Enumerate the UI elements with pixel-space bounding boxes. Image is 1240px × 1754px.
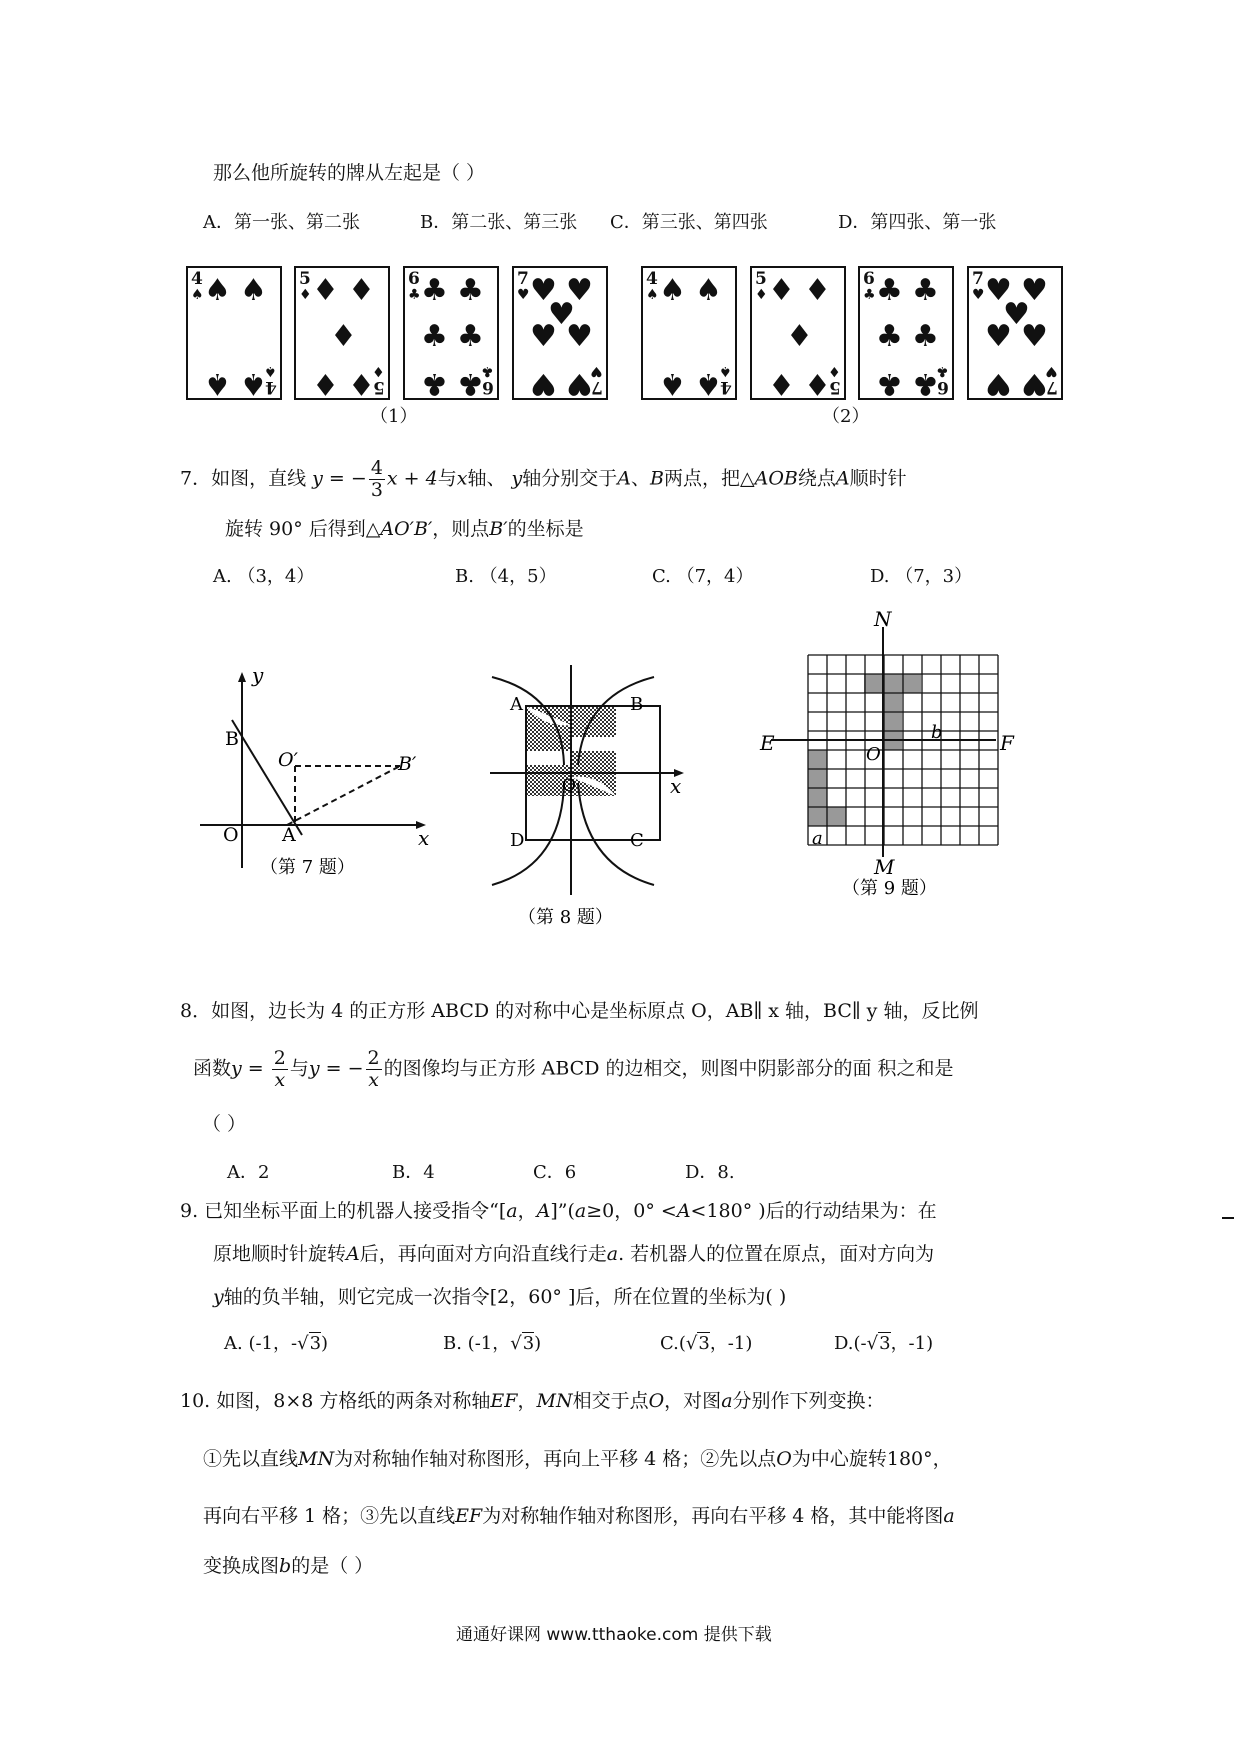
q9-choice-d: D.(-√3，-1) bbox=[834, 1333, 934, 1354]
card-group-label-1: （1） bbox=[370, 406, 418, 427]
card-corner-rank: 4 bbox=[646, 269, 658, 289]
card-corner-suit: ♠ bbox=[646, 287, 659, 303]
card-pip: ♥ bbox=[566, 319, 593, 354]
card-pip: ♥ bbox=[530, 273, 557, 308]
card-pip: ♥ bbox=[985, 273, 1012, 308]
card-corner-rank-inverted: 6 bbox=[937, 377, 949, 397]
card-corner-suit: ♣ bbox=[408, 287, 421, 303]
fig9-label-b: b bbox=[931, 722, 943, 743]
fig9-label-a: a bbox=[812, 828, 823, 849]
card-corner-rank: 7 bbox=[517, 269, 529, 289]
card-pip: ♥ bbox=[1021, 366, 1048, 401]
fraction-2-x: $\frac{2}{x}$ bbox=[273, 1047, 286, 1091]
card-corner-rank-inverted: 6 bbox=[482, 377, 494, 397]
card-pip: ♦ bbox=[348, 366, 375, 401]
fig9-label-M: M bbox=[874, 855, 895, 879]
card-group-label-2: （2） bbox=[822, 406, 870, 427]
q8-choice-a: A．2 bbox=[227, 1162, 270, 1183]
q9-stem-line1: 9. 已知坐标平面上的机器人接受指令“[a，A]”(a≥0，0° <A<180° )后的行动结果为：在 bbox=[180, 1200, 937, 1222]
fig8-label-B: B bbox=[630, 694, 644, 715]
card-pip: ♥ bbox=[530, 319, 557, 354]
card-corner-rank-inverted: 4 bbox=[265, 377, 277, 397]
q8-choice-c: C．6 bbox=[533, 1162, 577, 1183]
fig7-label-y: y bbox=[252, 663, 264, 687]
card-corner-suit-inverted: ♥ bbox=[590, 363, 603, 379]
q9-stem-line2: 原地顺时针旋转A后，再向面对方向沿直线行走a. 若机器人的位置在原点，面对方向为 bbox=[213, 1243, 935, 1265]
q9-choice-b: B. (-1，√3) bbox=[443, 1333, 542, 1354]
card-pip: ♠ bbox=[659, 273, 686, 308]
card-pip: ♣ bbox=[912, 273, 939, 308]
q7-choice-c: C. （7，4） bbox=[652, 566, 754, 587]
card-pip: ♠ bbox=[695, 273, 722, 308]
card-pip: ♦ bbox=[312, 366, 339, 401]
page-footer: 通通好课网 www.tthaoke.com 提供下载 bbox=[456, 1625, 772, 1645]
card-corner-rank: 5 bbox=[299, 269, 311, 289]
card-pip: ♠ bbox=[204, 273, 231, 308]
q8-stem-line1: 8．如图，边长为 4 的正方形 ABCD 的对称中心是坐标原点 O，AB∥ x 轴，BC∥ y 轴，反比例 bbox=[180, 1000, 979, 1022]
card-corner-suit: ♣ bbox=[863, 287, 876, 303]
fig7-label-Bp: B′ bbox=[398, 753, 417, 775]
card-pip: ♦ bbox=[312, 273, 339, 308]
q6-stem-tail: 那么他所旋转的牌从左起是（ ） bbox=[213, 162, 486, 184]
card-pip: ♦ bbox=[768, 366, 795, 401]
card-pip: ♠ bbox=[659, 366, 686, 401]
fig7-label-B: B bbox=[225, 728, 239, 750]
card-pip: ♠ bbox=[240, 273, 267, 308]
playing-card bbox=[967, 266, 1063, 400]
figure-9 bbox=[756, 607, 1016, 902]
fig8-label-x: x bbox=[670, 774, 682, 798]
card-corner-rank-inverted: 5 bbox=[829, 377, 841, 397]
card-corner-rank: 6 bbox=[408, 269, 420, 289]
card-pip: ♥ bbox=[985, 319, 1012, 354]
card-corner-rank: 4 bbox=[191, 269, 203, 289]
card-corner-suit: ♥ bbox=[517, 287, 530, 303]
card-pip: ♦ bbox=[804, 366, 831, 401]
playing-card bbox=[186, 266, 282, 400]
q7-stem-line1: 7．如图，直线 y = − $\frac{4}{3}$ x + 4与x轴、 y轴分别交于A、B两点，把△AOB绕点A顺时针 bbox=[180, 457, 907, 501]
card-corner-suit-inverted: ♦ bbox=[372, 363, 385, 379]
q8-stem-line2: 函数y = $\frac{2}{x}$ 与y = − $\frac{2}{x}$ 的图像均与正方形 ABCD 的边相交，则图中阴影部分的面 积之和是 bbox=[193, 1047, 954, 1091]
fig9-caption: （第 9 题） bbox=[842, 878, 937, 899]
fig7-label-x: x bbox=[418, 826, 430, 850]
card-pip: ♣ bbox=[876, 319, 903, 354]
card-corner-suit-inverted: ♣ bbox=[481, 363, 494, 379]
fig9-label-F: F bbox=[1000, 731, 1014, 755]
card-corner-suit-inverted: ♥ bbox=[1045, 363, 1058, 379]
card-pip: ♥ bbox=[1021, 319, 1048, 354]
fig8-caption: （第 8 题） bbox=[518, 907, 613, 928]
fig7-caption: （第 7 题） bbox=[260, 857, 355, 878]
card-corner-suit-inverted: ♠ bbox=[264, 363, 277, 379]
fig9-label-N: N bbox=[874, 607, 892, 631]
figure-7 bbox=[190, 660, 450, 890]
q10-stem-line4: 变换成图b的是（ ） bbox=[203, 1555, 374, 1577]
fig7-label-O: O bbox=[223, 824, 239, 846]
q8-choice-d: D．8. bbox=[685, 1162, 735, 1183]
card-pip: ♣ bbox=[421, 273, 448, 308]
q6-choice-b: B．第二张、第三张 bbox=[420, 212, 578, 233]
card-corner-suit: ♦ bbox=[299, 287, 312, 303]
card-corner-suit-inverted: ♠ bbox=[719, 363, 732, 379]
fig9-label-E: E bbox=[760, 731, 775, 755]
fraction-neg-2-x: $\frac{2}{x}$ bbox=[367, 1047, 380, 1091]
q9-stem-line3: y轴的负半轴，则它完成一次指令[2，60° ]后，所在位置的坐标为( ) bbox=[213, 1286, 787, 1308]
card-corner-suit: ♠ bbox=[191, 287, 204, 303]
card-pip: ♣ bbox=[876, 273, 903, 308]
playing-card bbox=[403, 266, 499, 400]
fraction-4-3: $\frac{4}{3}$ bbox=[370, 457, 383, 501]
q9-choice-c: C.(√3，-1) bbox=[660, 1333, 753, 1354]
q9-choice-a: A. (-1，-√3) bbox=[224, 1333, 329, 1354]
q7-choice-d: D. （7，3） bbox=[870, 566, 973, 587]
card-pip: ♠ bbox=[695, 366, 722, 401]
q10-stem-line3: 再向右平移 1 格；③先以直线EF为对称轴作轴对称图形，再向右平移 4 格，其中能将图a bbox=[203, 1505, 955, 1527]
card-pip: ♣ bbox=[421, 366, 448, 401]
q10-stem-line2: ①先以直线MN为对称轴作轴对称图形，再向上平移 4 格；②先以点O为中心旋转180°， bbox=[203, 1448, 952, 1470]
q10-stem-line1: 10. 如图，8×8 方格纸的两条对称轴EF，MN相交于点O，对图a分别作下列变换： bbox=[180, 1390, 885, 1412]
card-corner-rank-inverted: 7 bbox=[591, 377, 603, 397]
fig8-label-D: D bbox=[510, 830, 525, 851]
playing-card bbox=[750, 266, 846, 400]
card-corner-suit-inverted: ♣ bbox=[936, 363, 949, 379]
card-pip: ♠ bbox=[204, 366, 231, 401]
fig7-label-A: A bbox=[282, 824, 296, 846]
card-pip: ♦ bbox=[768, 273, 795, 308]
card-pip: ♣ bbox=[912, 319, 939, 354]
fig8-label-O: O bbox=[562, 776, 576, 796]
q6-choice-d: D．第四张、第一张 bbox=[838, 212, 997, 233]
playing-card bbox=[294, 266, 390, 400]
card-pip: ♦ bbox=[330, 319, 357, 354]
card-pip: ♣ bbox=[457, 366, 484, 401]
card-corner-rank: 7 bbox=[972, 269, 984, 289]
fig8-label-C: C bbox=[630, 830, 644, 851]
q6-choice-c: C．第三张、第四张 bbox=[610, 212, 768, 233]
q8-choice-b: B．4 bbox=[392, 1162, 435, 1183]
card-corner-suit: ♥ bbox=[972, 287, 985, 303]
q7-stem-line2: 旋转 90° 后得到△AO′B′，则点B′的坐标是 bbox=[225, 518, 584, 540]
q7-choice-a: A. （3，4） bbox=[213, 566, 315, 587]
card-pip: ♣ bbox=[912, 366, 939, 401]
playing-card bbox=[512, 266, 608, 400]
card-corner-suit: ♦ bbox=[755, 287, 768, 303]
card-pip: ♥ bbox=[1003, 297, 1030, 332]
q8-stem-line3: （ ） bbox=[202, 1113, 247, 1135]
card-corner-rank-inverted: 7 bbox=[1046, 377, 1058, 397]
card-pip: ♦ bbox=[786, 319, 813, 354]
card-corner-rank-inverted: 5 bbox=[373, 377, 385, 397]
card-pip: ♦ bbox=[348, 273, 375, 308]
margin-mark bbox=[1222, 1217, 1234, 1219]
card-pip: ♥ bbox=[566, 273, 593, 308]
playing-card bbox=[858, 266, 954, 400]
fig9-label-O: O bbox=[866, 744, 881, 765]
q6-choice-a: A．第一张、第二张 bbox=[203, 212, 360, 233]
card-corner-rank: 5 bbox=[755, 269, 767, 289]
card-pip: ♣ bbox=[876, 366, 903, 401]
card-pip: ♥ bbox=[548, 297, 575, 332]
card-corner-rank-inverted: 4 bbox=[720, 377, 732, 397]
playing-card bbox=[641, 266, 737, 400]
card-pip: ♥ bbox=[566, 366, 593, 401]
card-pip: ♥ bbox=[530, 366, 557, 401]
card-corner-suit-inverted: ♦ bbox=[828, 363, 841, 379]
q7-choice-b: B. （4，5） bbox=[455, 566, 557, 587]
fig8-label-A: A bbox=[510, 694, 523, 715]
card-pip: ♠ bbox=[240, 366, 267, 401]
card-pip: ♥ bbox=[985, 366, 1012, 401]
card-corner-rank: 6 bbox=[863, 269, 875, 289]
figure-8 bbox=[482, 665, 692, 935]
fig7-label-Op: O′ bbox=[278, 749, 298, 771]
card-pip: ♣ bbox=[457, 273, 484, 308]
card-pip: ♣ bbox=[457, 319, 484, 354]
card-pip: ♥ bbox=[1021, 273, 1048, 308]
card-pip: ♦ bbox=[804, 273, 831, 308]
card-pip: ♣ bbox=[421, 319, 448, 354]
